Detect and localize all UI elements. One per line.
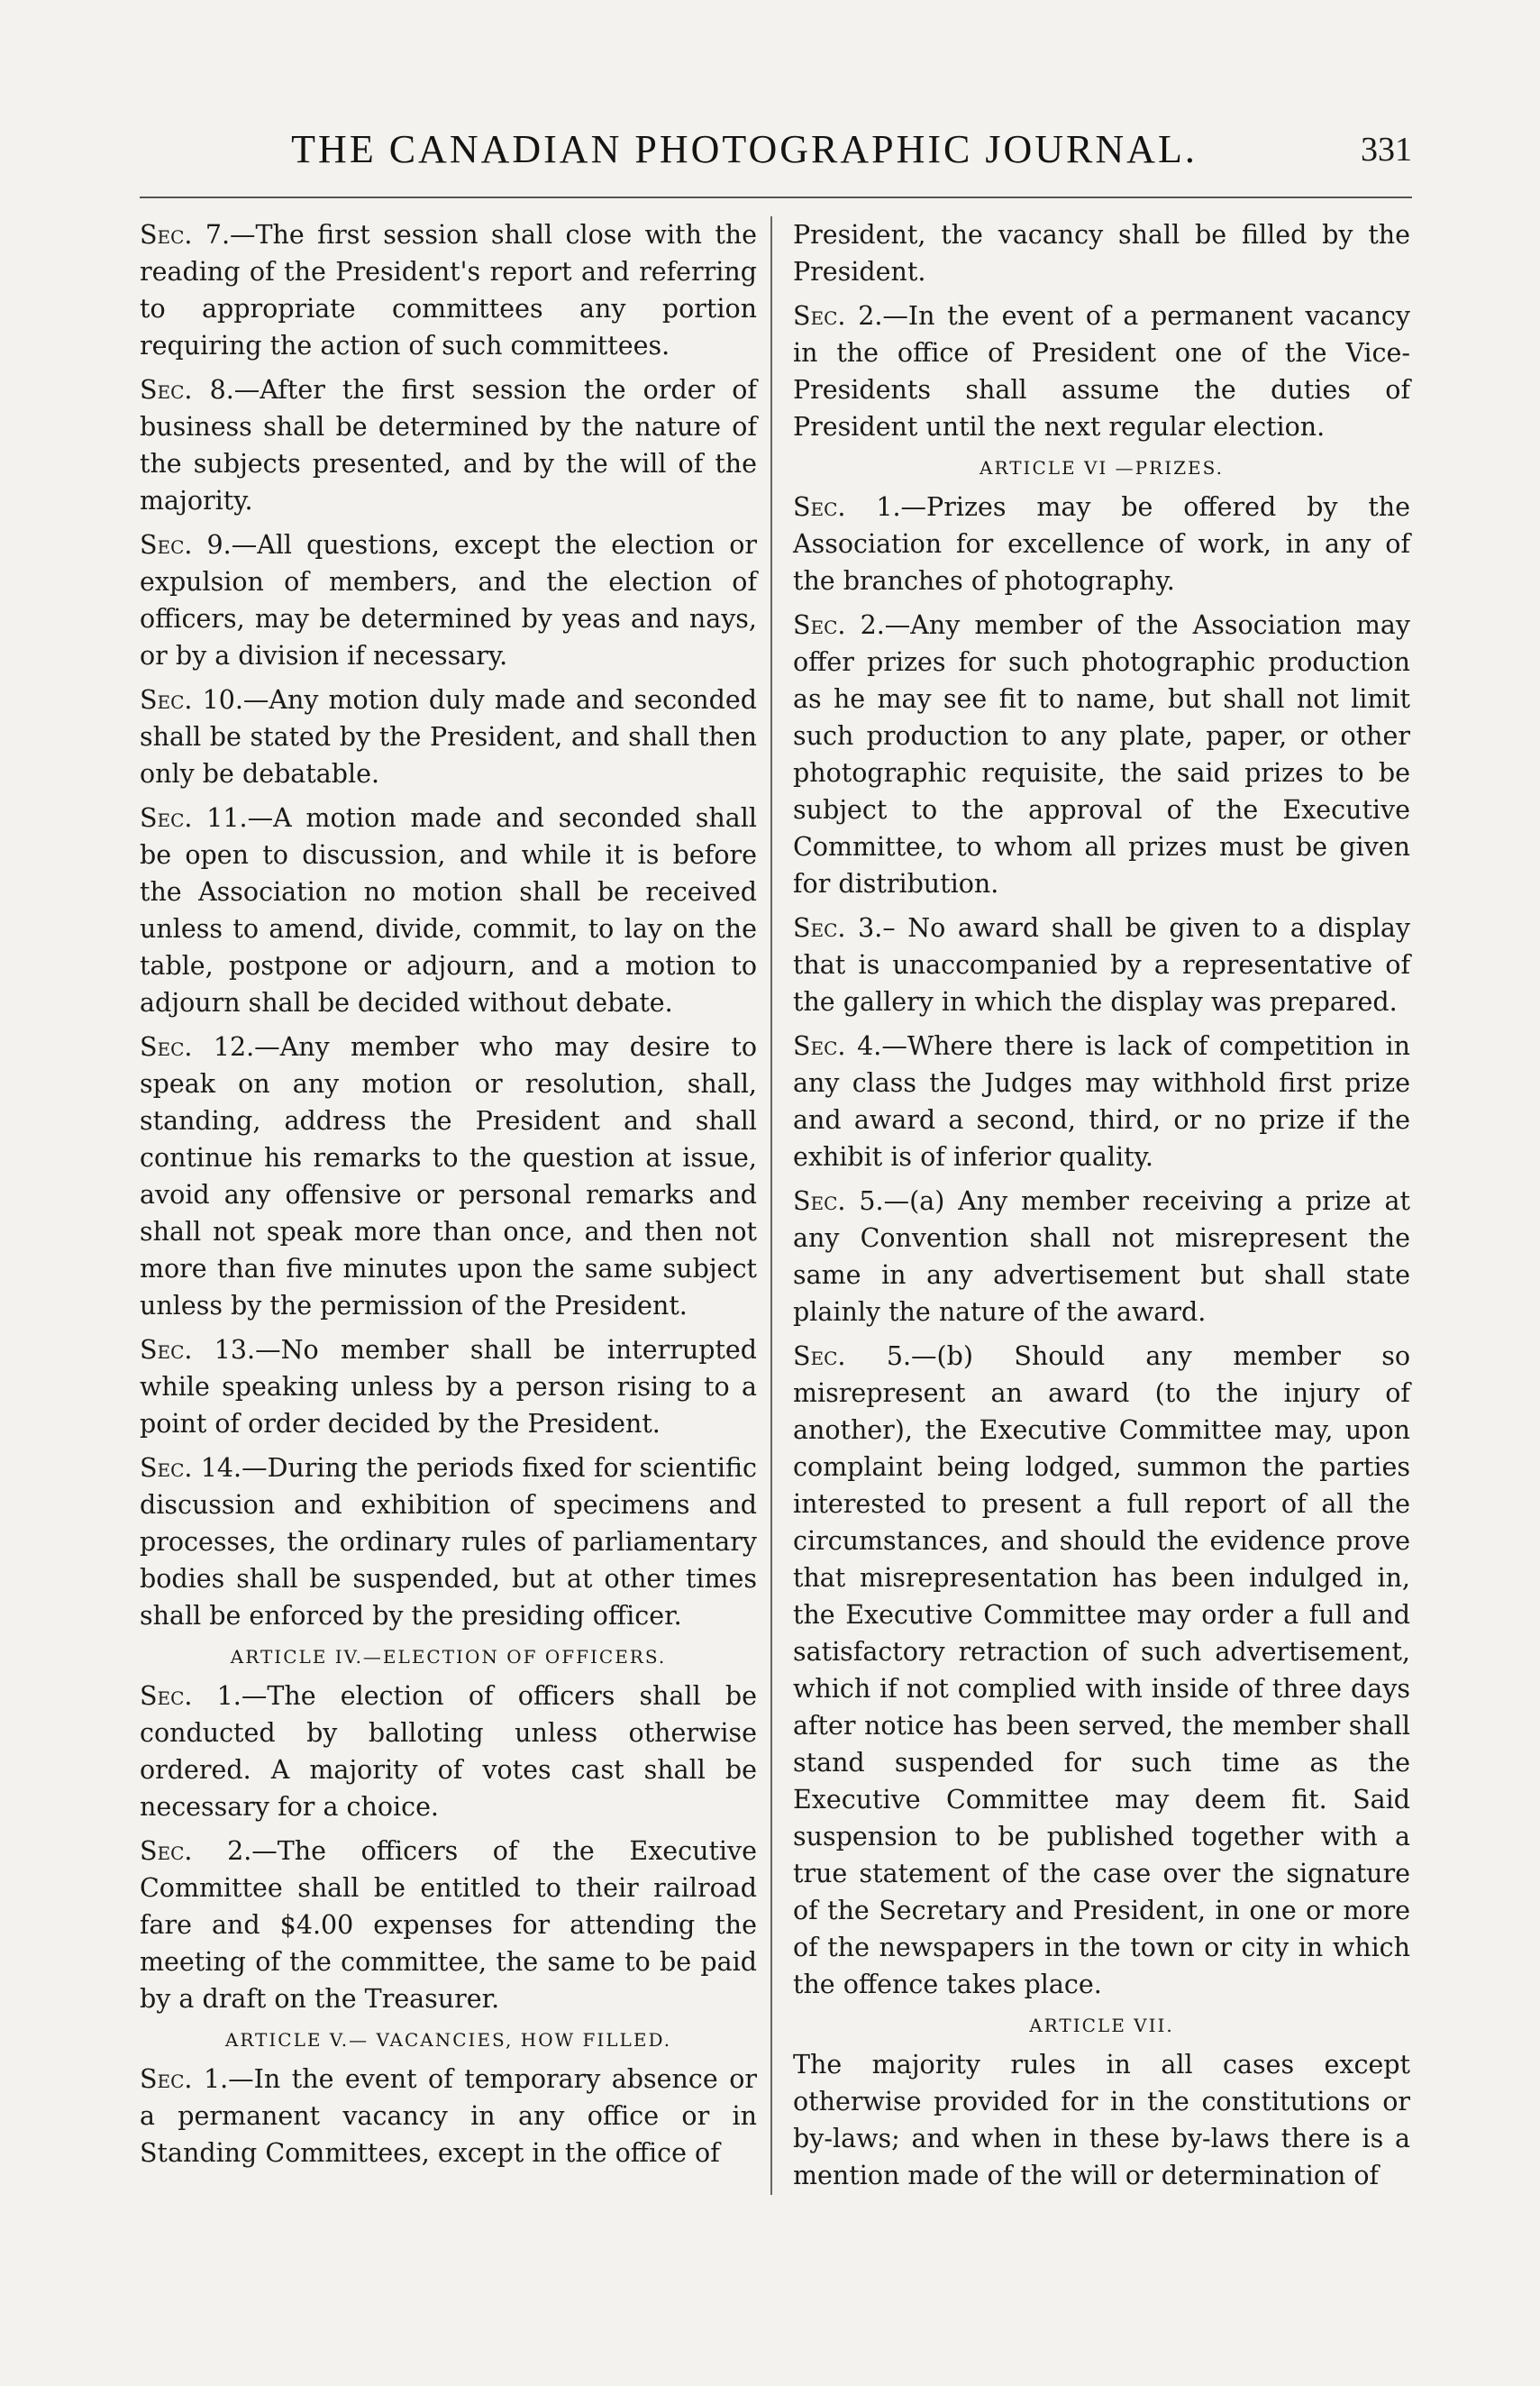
section-paragraph: Sec. 2.—In the event of a permanent vacancy in the office of President one of the Vice-Presidents shall assume the duties of President until the next regular election. xyxy=(793,301,1410,442)
article-heading: ARTICLE VII. xyxy=(1029,2015,1174,2036)
section-paragraph: Sec. 2.—Any member of the Association may offer prizes for such photographic production as he may see fit to name, but shall not limit such production to any plate, paper, or other photographic requisite, the said prizes to be subject to the approval of the Executive Committee, to whom all prizes must be given for distribution. xyxy=(793,610,1410,899)
right-column xyxy=(793,216,1410,2201)
section-paragraph: Sec. 7.—The first session shall close with the reading of the President's report and referring to appropriate committees any portion requiring the action of such committees. xyxy=(140,220,757,361)
section-paragraph: Sec. 8.—After the first session the order of business shall be determined by the nature of the subjects presented, and by the will of the majority. xyxy=(140,375,757,516)
section-paragraph: Sec. 9.—All questions, except the election or expulsion of members, and the election of officers, may be determined by yeas and nays, or by a division if necessary. xyxy=(140,530,757,671)
section-paragraph: Sec. 13.—No member shall be interrupted while speaking unless by a person rising to a point of order decided by the President. xyxy=(140,1335,758,1439)
section-paragraph: Sec. 10.—Any motion duly made and seconded shall be stated by the President, and shall then only be debatable. xyxy=(140,685,758,789)
page-number: 331 xyxy=(1361,131,1412,169)
section-paragraph: Sec. 4.—Where there is lack of competition in any class the Judges may withhold first prize and award a second, third, or no prize if the exhibit is of inferior quality. xyxy=(793,1031,1410,1172)
left-column xyxy=(140,216,757,2179)
journal-title: THE CANADIAN PHOTOGRAPHIC JOURNAL. xyxy=(291,127,1198,171)
section-paragraph: Sec. 1.—The election of officers shall be conducted by balloting unless otherwise ordered. A majority of votes cast shall be necessary for a choice. xyxy=(140,1681,757,1822)
section-paragraph: Sec. 5.—(b) Should any member so misrepresent an award (to the injury of another), the Executive Committee may, upon complaint being lodged, summon the parties interested to present a full report of all the circumstances, and should the evidence prove that misrepresentation has been indulged in, the Executive Committee may order a full and satisfactory retraction of such advertisement, which if not complied with inside of three days after notice has been served, the member shall stand suspended for such time as the Executive Committee may deem fit. Said suspension to be published together with a true statement of the case over the signature of the Secretary and President, in one or more of the newspapers in the town or city in which the offence takes place. xyxy=(793,1341,1410,1999)
section-paragraph: Sec. 2.—The officers of the Executive Committee shall be entitled to their railroad fare and $4.00 expenses for attending the meeting of the committee, the same to be paid by a draft on the Treasurer. xyxy=(140,1836,757,2014)
column-divider xyxy=(770,216,772,2195)
article-heading: ARTICLE VI —PRIZES. xyxy=(980,457,1224,479)
section-paragraph: Sec. 1.—In the event of temporary absence or a permanent vacancy in any office or in Standing Committees, except in the office of xyxy=(140,2064,757,2168)
section-paragraph: Sec. 3.– No award shall be given to a display that is unaccompanied by a representative of the gallery in which the display was prepared. xyxy=(793,913,1410,1017)
article-heading: ARTICLE V.— VACANCIES, HOW FILLED. xyxy=(224,2029,672,2051)
header-rule xyxy=(140,197,1412,198)
section-paragraph: Sec. 12.—Any member who may desire to speak on any motion or resolution, shall, standing, address the President and shall continue his remarks to the question at issue, avoid any offensive or personal remarks and shall not speak more than once, and then not more than five minutes upon the same subject unless by the permission of the President. xyxy=(140,1032,757,1321)
section-paragraph: Sec. 14.—During the periods fixed for scientific discussion and exhibition of specimens and processes, the ordinary rules of parliamentary bodies shall be suspended, but at other times shall be enforced by the presiding officer. xyxy=(140,1453,757,1631)
section-paragraph: Sec. 1.—Prizes may be offered by the Association for excellence of work, in any of the branches of photography. xyxy=(793,492,1410,596)
section-paragraph: Sec. 11.—A motion made and seconded shall be open to discussion, and while it is before the Association no motion shall be received unless to amend, divide, commit, to lay on the table, postpone or adjourn, and a motion to adjourn shall be decided without debate. xyxy=(140,803,757,1018)
page-header xyxy=(140,108,1412,207)
section-paragraph: The majority rules in all cases except otherwise provided for in the constitutions or by-laws; and when in these by-laws there is a mention made of the will or determination of xyxy=(793,2050,1410,2190)
article-heading: ARTICLE IV.—ELECTION OF OFFICERS. xyxy=(230,1646,667,1668)
section-paragraph: President, the vacancy shall be filled by the President. xyxy=(793,220,1410,287)
section-paragraph: Sec. 5.—(a) Any member receiving a prize at any Convention shall not misrepresent the same in any advertisement but shall state plainly the nature of the award. xyxy=(793,1186,1410,1327)
